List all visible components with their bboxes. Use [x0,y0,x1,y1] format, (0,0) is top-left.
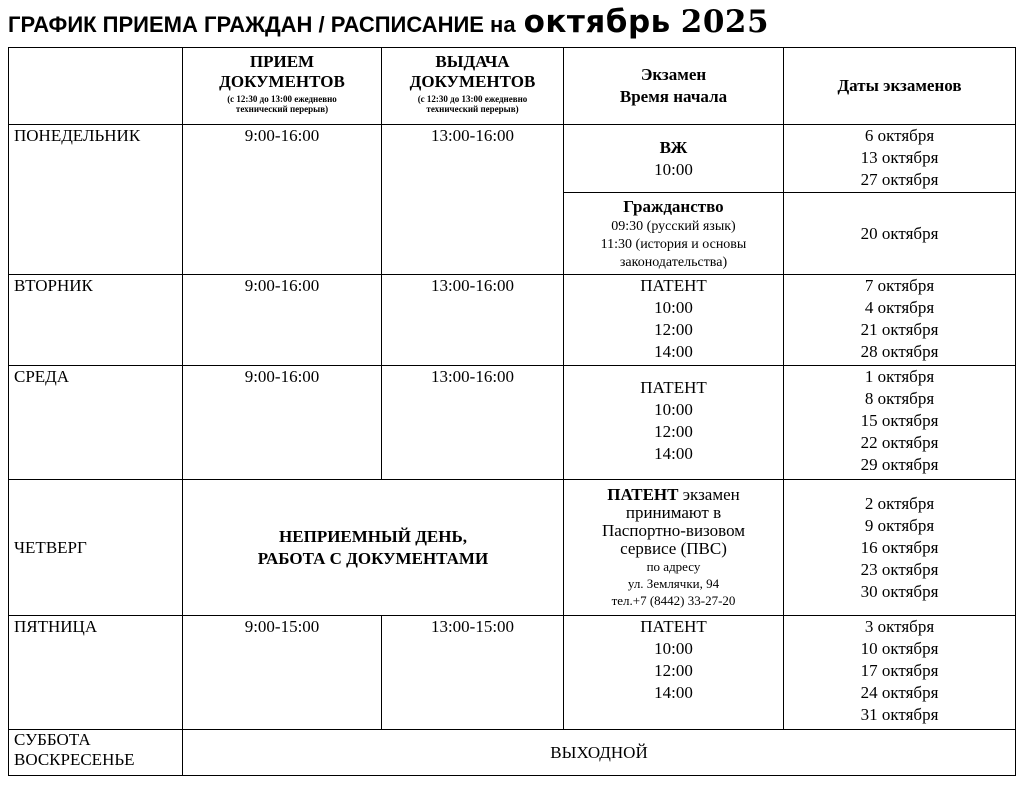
table-row-wednesday [9,366,1016,480]
closed-day-cell [183,480,564,616]
exam-cell-thursday [564,480,784,616]
issuance-cell-tuesday [382,275,564,366]
exam-name: Гражданство [623,196,724,216]
exam-name-rest: экзамен [682,485,740,504]
reception-cell-tuesday [183,275,382,366]
exam-time-line: 11:30 (история и основы [600,236,747,252]
table-row-thursday [9,480,1016,616]
phone-number: тел.+7 (8442) 33-27-20 [611,593,736,608]
exam-cell-friday [564,616,784,730]
exam-date: 27 октября [860,170,939,189]
page-title [8,4,769,42]
header-issuance-title-1: ВЫДАЧА [435,52,510,71]
day-label: ПОНЕДЕЛЬНИК [14,126,141,145]
exam-date: 1 октября [864,367,935,386]
header-reception-title-1: ПРИЕМ [249,52,315,71]
day-label: ПЯТНИЦА [14,617,98,636]
day-cell-wednesday [9,366,183,480]
exam-date: 29 октября [860,455,939,474]
exam-date: 24 октября [860,683,939,702]
title-month: октябрь [523,4,671,40]
exam-name: ПАТЕНТ [640,276,707,295]
exam-date: 23 октября [860,559,939,579]
issuance-hours: 13:00-15:00 [430,617,515,636]
reception-hours: 9:00-16:00 [244,367,320,386]
dates-cell-friday [784,616,1016,730]
exam-date: 30 октября [860,581,939,601]
exam-info-line: сервисе (ПВС) [620,539,727,558]
exam-date: 3 октября [864,617,935,636]
exam-time: 10:00 [654,400,693,419]
exam-cell-wednesday [564,366,784,480]
exam-time: 12:00 [654,320,693,339]
exam-date: 2 октября [864,493,935,513]
exam-name: ПАТЕНТ [640,378,707,397]
exam-date: 28 октября [860,342,939,361]
exam-info-line: принимают в [625,503,722,522]
weekend-status: ВЫХОДНОЙ [550,742,648,762]
header-row [9,48,1016,125]
exam-cell-tuesday [564,275,784,366]
schedule-table [8,47,1016,776]
exam-date: 31 октября [860,705,939,724]
day-label: СРЕДА [14,367,70,386]
issuance-hours: 13:00-16:00 [430,367,515,386]
reception-hours: 9:00-16:00 [244,276,320,295]
header-exam-line-2: Время начала [619,87,728,106]
issuance-cell-monday [382,125,564,275]
closed-day-line-2: РАБОТА С ДОКУМЕНТАМИ [257,548,489,568]
day-cell-thursday [9,480,183,616]
day-cell-monday [9,125,183,275]
exam-info-line: Паспортно-визовом [601,521,745,540]
exam-name: ВЖ [659,137,688,157]
reception-hours: 9:00-15:00 [244,617,320,636]
exam-time: 14:00 [654,342,693,361]
dates-cell-wednesday [784,366,1016,480]
exam-date: 10 октября [860,639,939,658]
exam-time: 12:00 [654,661,693,680]
header-issuance [382,48,564,125]
day-cell-tuesday [9,275,183,366]
exam-date: 9 октября [864,515,935,535]
exam-date: 16 октября [860,537,939,557]
header-issuance-title-2: ДОКУМЕНТОВ [409,72,536,91]
dates-cell-monday-citizenship [784,193,1016,275]
header-issuance-note-2: технический перерыв) [426,104,519,114]
exam-time: 14:00 [654,683,693,702]
header-day-cell [9,48,183,125]
day-cell-weekend [9,730,183,776]
issuance-hours: 13:00-16:00 [430,276,515,295]
address-label: по адресу [646,559,701,574]
table-row-tuesday [9,275,1016,366]
weekend-status-cell [183,730,1016,776]
dates-cell-thursday [784,480,1016,616]
day-label: СУББОТА [14,730,91,749]
exam-date: 21 октября [860,320,939,339]
table-row-monday [9,125,1016,193]
header-issuance-note-1: (с 12:30 до 13:00 ежедневно [417,94,528,104]
day-label: ЧЕТВЕРГ [14,537,87,557]
exam-date: 8 октября [864,389,935,408]
reception-cell-wednesday [183,366,382,480]
exam-date: 20 октября [860,223,939,243]
table-row-friday [9,616,1016,730]
exam-time-line: 09:30 (русский язык) [611,218,736,234]
header-reception-title-2: ДОКУМЕНТОВ [219,72,345,91]
title-text: ГРАФИК ПРИЕМА ГРАЖДАН / РАСПИСАНИЕ на [8,12,516,37]
exam-date: 17 октября [860,661,939,680]
exam-date: 15 октября [860,411,939,430]
header-reception [183,48,382,125]
exam-date: 6 октября [864,126,935,145]
exam-time-line: законодательства) [619,254,728,270]
exam-time: 10:00 [654,298,693,317]
title-year: 2025 [680,4,770,40]
exam-date: 22 октября [860,433,939,452]
exam-time: 14:00 [654,444,693,463]
header-dates [784,48,1016,125]
issuance-cell-friday [382,616,564,730]
day-cell-friday [9,616,183,730]
header-reception-note-1: (с 12:30 до 13:00 ежедневно [227,94,337,104]
exam-time: 10:00 [654,639,693,658]
issuance-cell-wednesday [382,366,564,480]
dates-cell-tuesday [784,275,1016,366]
exam-cell-monday-citizenship [564,193,784,275]
exam-cell-monday-vzh [564,125,784,193]
closed-day-line-1: НЕПРИЕМНЫЙ ДЕНЬ, [279,526,467,546]
day-label: ВТОРНИК [14,276,93,295]
reception-hours: 9:00-16:00 [244,126,320,145]
header-dates-label: Даты экзаменов [837,76,962,95]
exam-date: 4 октября [864,298,935,317]
header-exam [564,48,784,125]
exam-name: ПАТЕНТ [640,617,707,636]
exam-time: 10:00 [654,159,693,179]
issuance-hours: 13:00-16:00 [430,126,515,145]
day-label: ВОСКРЕСЕНЬЕ [14,750,135,769]
reception-cell-monday [183,125,382,275]
header-reception-note-2: технический перерыв) [235,104,329,114]
exam-time: 12:00 [654,422,693,441]
exam-name: ПАТЕНТ [607,485,679,504]
address-text: ул. Землячки, 94 [627,576,720,591]
header-exam-line-1: Экзамен [640,65,707,84]
dates-cell-monday-vzh [784,125,1016,193]
exam-date: 13 октября [860,148,939,167]
reception-cell-friday [183,616,382,730]
exam-date: 7 октября [864,276,935,295]
table-row-weekend [9,730,1016,776]
